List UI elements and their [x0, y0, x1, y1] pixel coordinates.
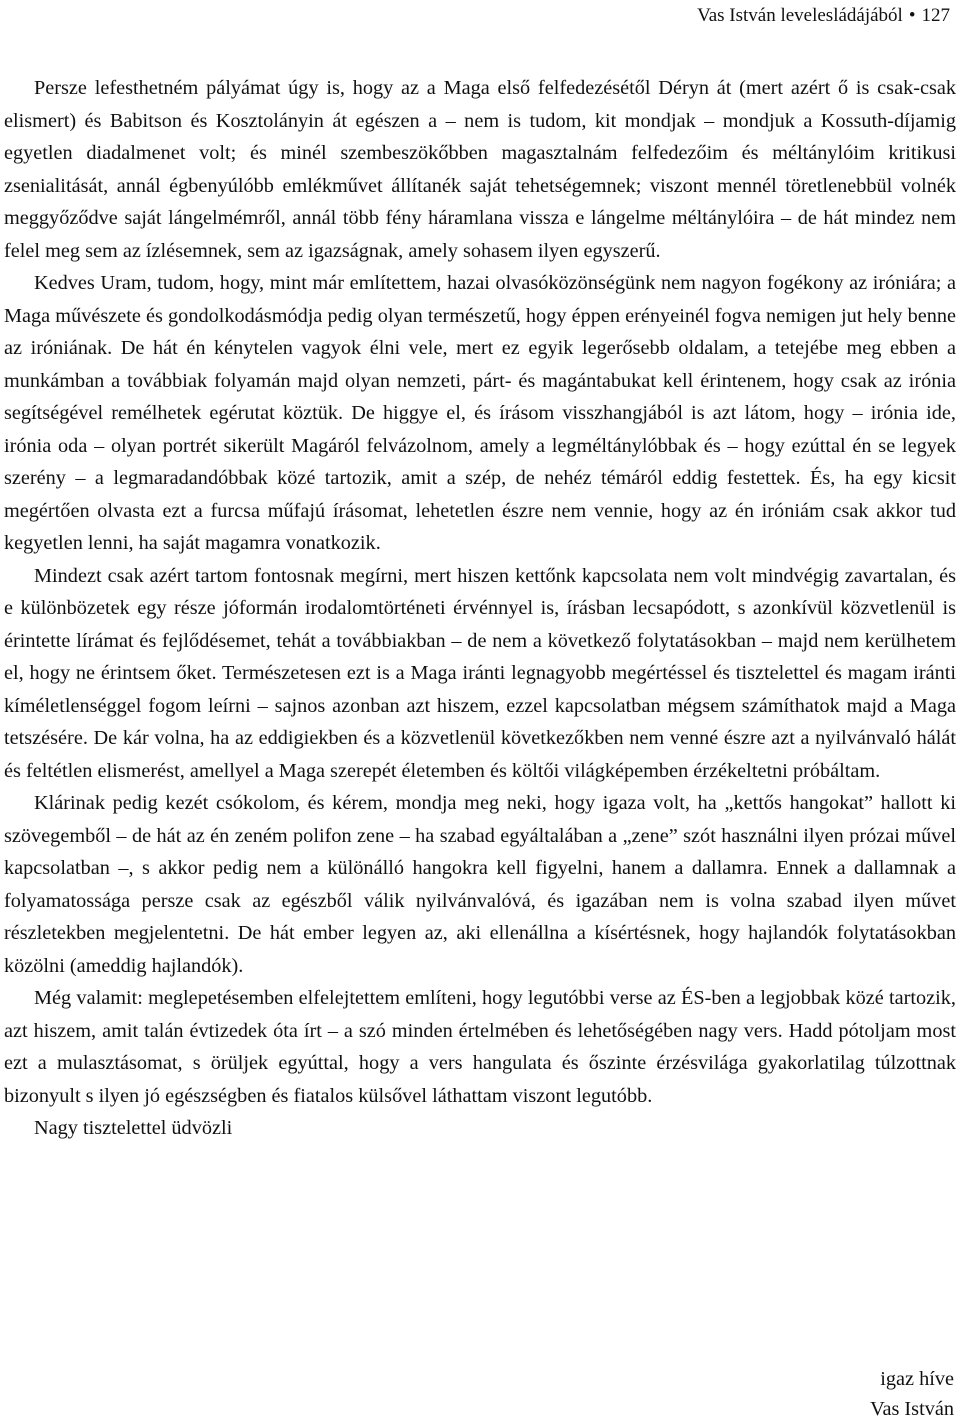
header-separator: • — [908, 5, 916, 26]
paragraph-3: Mindezt csak azért tartom fontosnak megírni, mert hiszen kettőnk kapcsolata nem volt mindvégig zavartalan, és e különbözetek egy része jóformán irodalomtörténeti érvénnyel is, írásban lecsapódott, s azonkívül közvetlenül is érintette lírámat és fejlődésemet, tehát a továbbiakban – de nem a következő folytatásokban – majd nem kerülhetem el, hogy ne érintsem őket. Természetesen ezt is a Maga iránti legnagyobb megértéssel és tisztelettel és magam iránti kíméletlenséggel fogom leírni – sajnos azonban azt hiszem, ezzel kapcsolatban mégsem számíthatok majd a Maga tetszésére. De kár volna, ha az eddigiekben és a közvetlenül következőkben nem venné észre azt a nyilvánvaló hálát és feltétlen elismerést, amellyel a Maga szerepét életemben és költői világképemben érzékeltetni próbáltam. — [4, 564, 956, 782]
signature-block — [870, 1364, 954, 1424]
closing-salutation: Nagy tisztelettel üdvözli — [34, 1117, 233, 1139]
running-header — [697, 4, 950, 28]
paragraph-1: Persze lefesthetném pályámat úgy is, hogy az a Maga első felfedezésétől Déryn át (mert azért ő is csak-csak elismert) és Babitson és Kosztolányin át egészen a – nem is tudom, kit mondjak – mondjuk a Kossuth-díjamig egyetlen diadalmenet volt; és minél szembeszökőbben magasztalnám felfedezőim és méltánylóim kritikusi zsenialitását, annál égbenyúlóbb emlékművet állítanék saját tehetségemnek; viszont mennél töretlenebbül volnék meggyőződve saját lángelmémről, annál több fény háramlana vissza e lángelme méltánylóira – de hát mindez nem felel meg sem az ízlésemnek, sem az igazságnak, amely sohasem ilyen egyszerű. — [4, 77, 956, 262]
paragraph-5: Még valamit: meglepetésemben elfelejtettem említeni, hogy legutóbbi verse az ÉS-ben a legjobbak közé tartozik, azt hiszem, amit talán évtizedek óta írt – a szó minden értelmében és lehetőségében nagy vers. Hadd pótoljam most ezt a mulasztásomat, s örüljek egyúttal, hogy a vers hangulata és őszinte érzésvilága gyakorlatilag túlzottnak bizonyult s ilyen jó egészségben és fiatalos külsővel láthattam viszont legutóbb. — [4, 987, 956, 1107]
paragraph-4: Klárinak pedig kezét csókolom, és kérem, mondja meg neki, hogy igaza volt, ha „kettős hangokat” hallott ki szövegemből – de hát az én zeném polifon zene – ha szabad egyáltalában a „zene” szót használni ilyen prózai művel kapcsolatban –, s akkor pedig nem a különálló hangokra kell figyelni, hanem a dallamra. Ennek a dallamnak a folyamatossága persze csak az egészből válik nyilvánvalóvá, és igazában nem is volna szabad ilyen művet részletekben megjelentetni. De hát ember legyen az, aki ellenállna a kísértésnek, hogy hajlandók folytatásokban közölni (ameddig hajlandók). — [4, 792, 956, 977]
signature-name: Vas István — [870, 1398, 954, 1420]
signature-line-1: igaz híve — [880, 1368, 954, 1390]
running-title: Vas István levelesládájából — [697, 5, 903, 26]
page-number: 127 — [921, 5, 950, 26]
paragraph-2: Kedves Uram, tudom, hogy, mint már említettem, hazai olvasóközönségünk nem nagyon fogékony az iróniára; a Maga művészete és gondolkodásmódja pedig olyan természetű, hogy éppen erényeinél fogva nemigen jut hely benne az iróniának. De hát én kénytelen vagyok élni vele, mert ez egyik legerősebb oldalam, a tetejébe meg ebben a munkámban a továbbiak folyamán majd olyan nemzeti, párt- és magántabukat kell érintenem, hogy csak az irónia segítségével remélhetek egérutat köztük. De higgye el, és írásom visszhangjából is azt látom, hogy – irónia ide, irónia oda – olyan portrét sikerült Magáról felvázolnom, amely a legméltánylóbbak és – hogy ezúttal én se legyek szerény – a legmaradandóbbak közé tartozik, amit a szép, de nehéz témáról eddig festettek. És, ha egy kicsit megértően olvasta ezt a furcsa műfajú írásomat, lehetetlen észre nem vennie, hogy az én iróniám csak akkor tud kegyetlen lenni, ha saját magamra vonatkozik. — [4, 272, 956, 554]
letter-body — [4, 72, 956, 1145]
